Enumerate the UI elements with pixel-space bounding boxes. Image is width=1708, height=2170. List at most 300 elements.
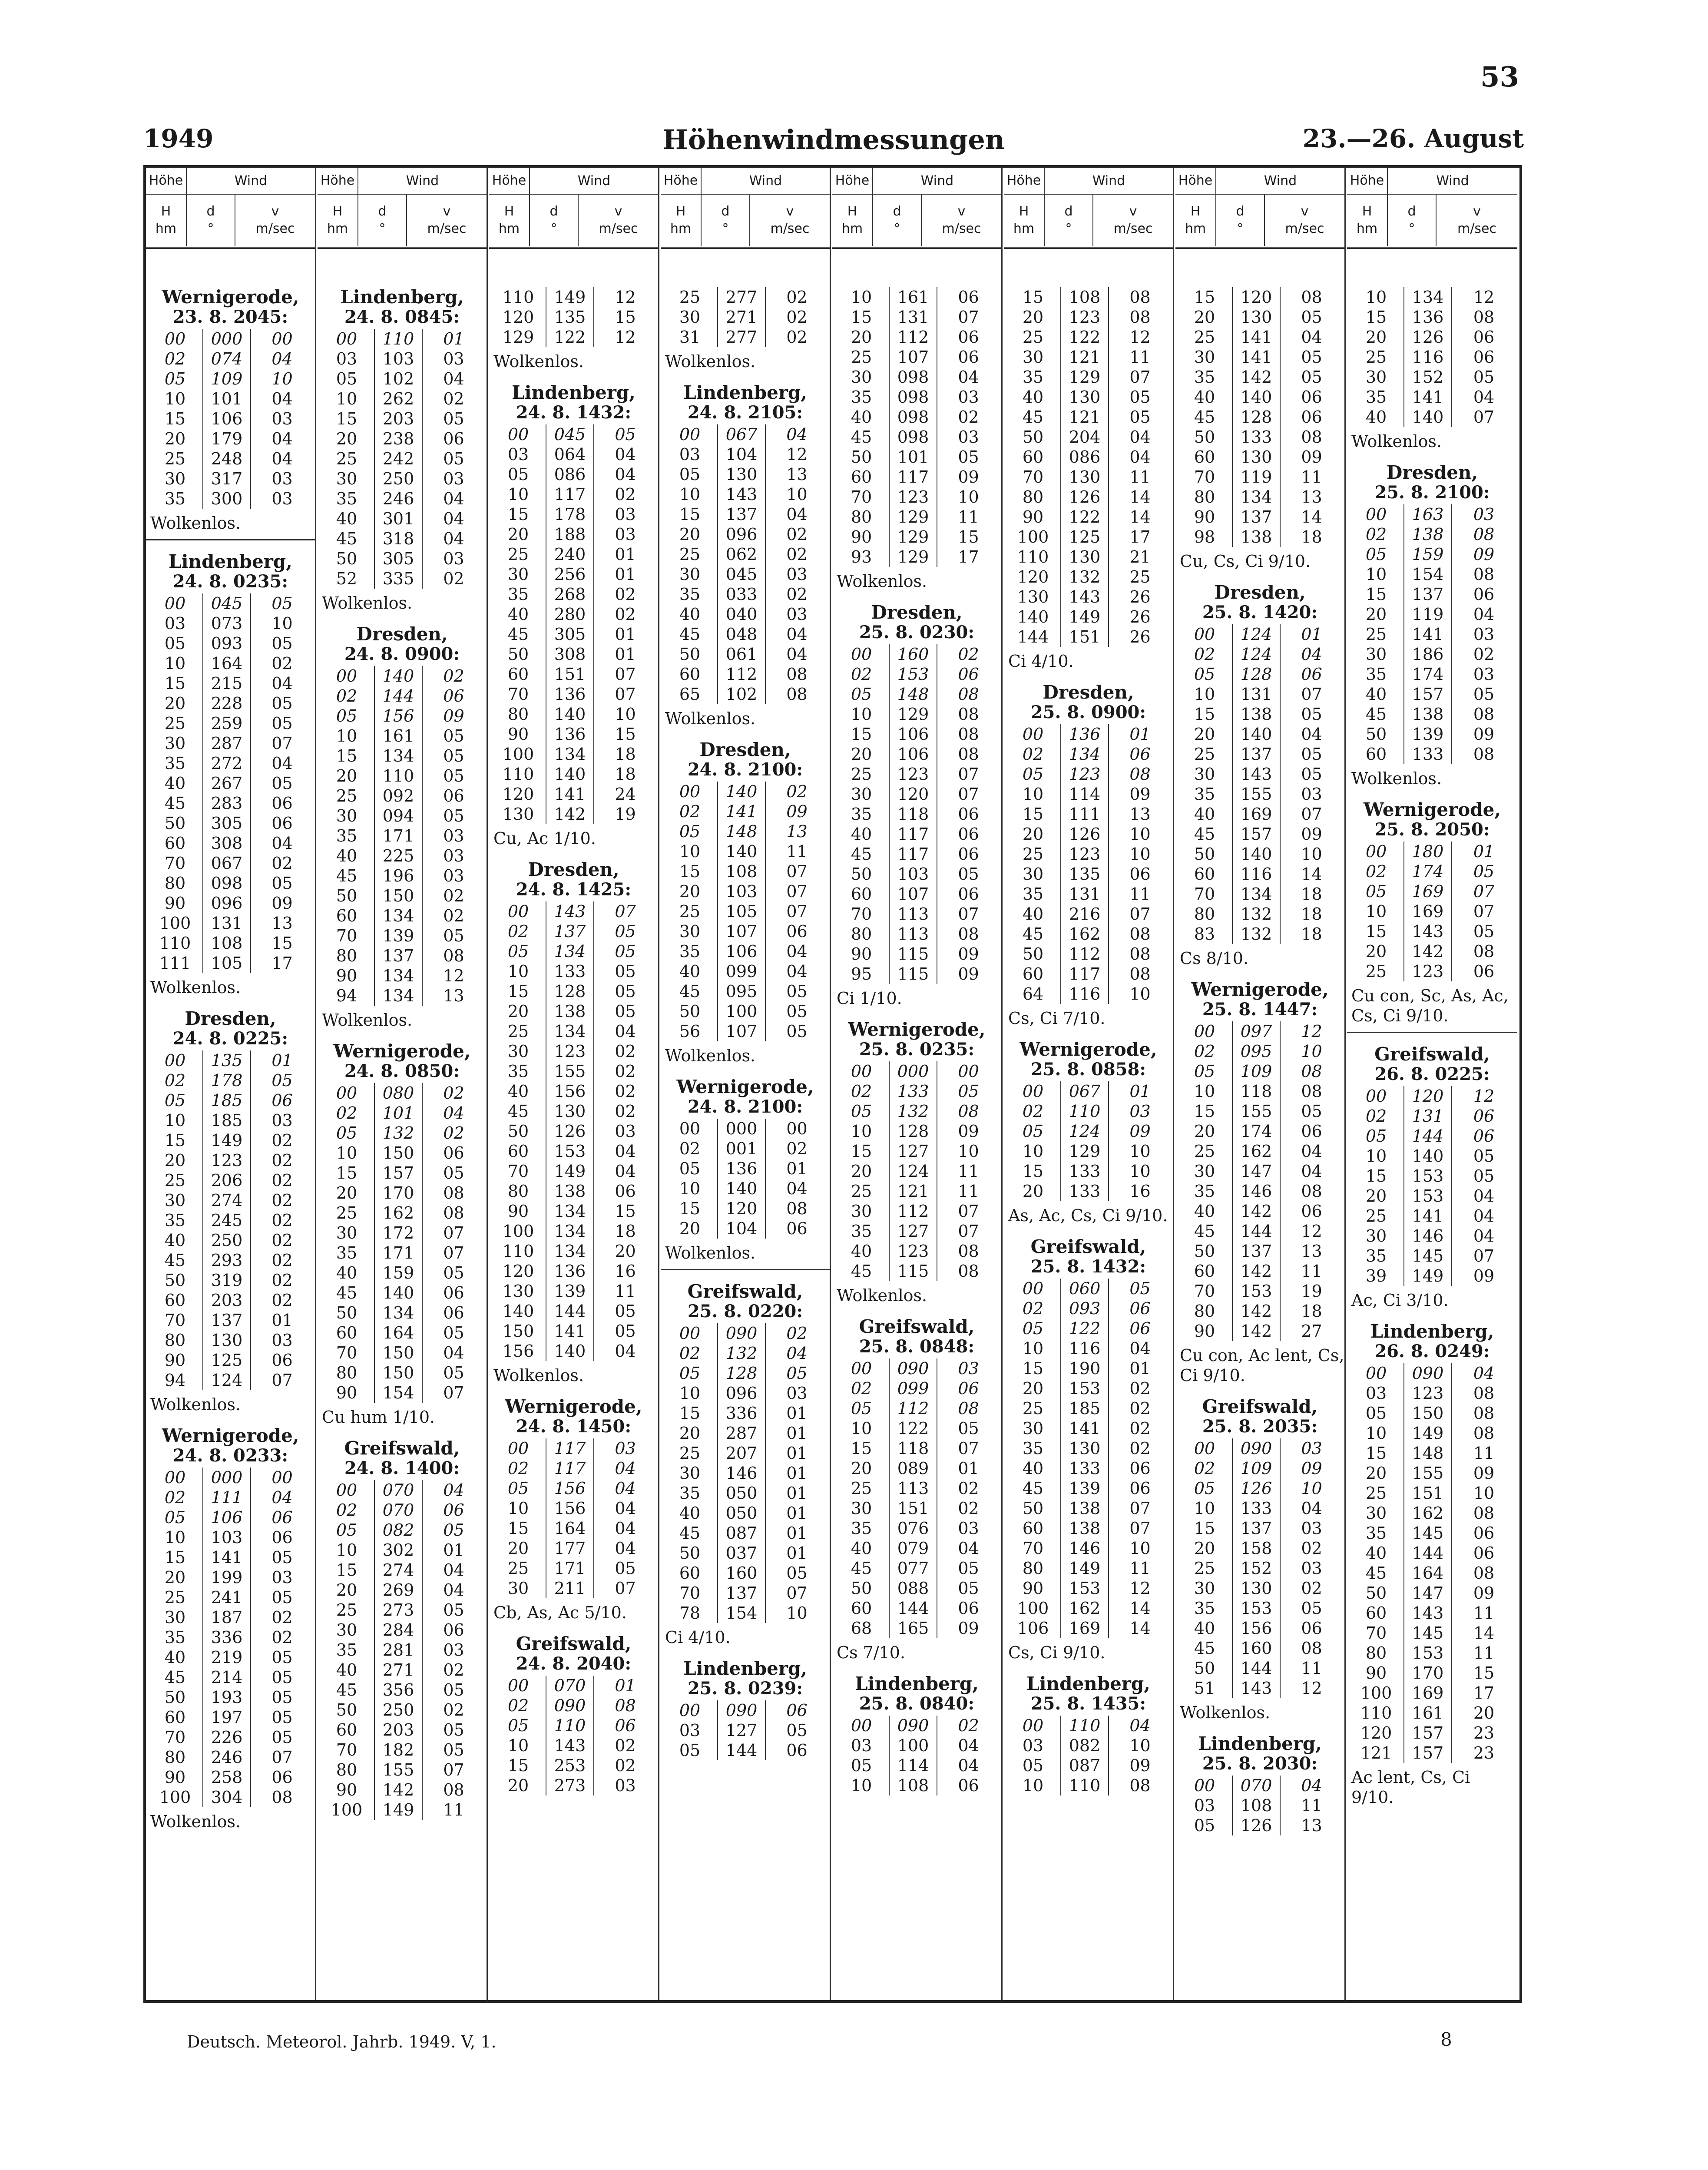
- speed-cell: 09: [786, 802, 808, 821]
- speed-cell: 08: [1129, 765, 1151, 784]
- speed-cell: 06: [958, 825, 979, 844]
- direction-cell: 150: [374, 1343, 423, 1363]
- height-cell: 15: [507, 1519, 529, 1538]
- height-cell: 10: [1022, 1339, 1044, 1358]
- speed-cell: 03: [1473, 665, 1495, 684]
- speed-cell: 04: [443, 1580, 464, 1600]
- height-cell: 45: [164, 1668, 186, 1687]
- page-title: Höhenwindmessungen: [662, 124, 1005, 156]
- height-cell: 90: [1022, 507, 1044, 527]
- speed-cell: 05: [271, 1548, 293, 1567]
- speed-cell: 06: [443, 786, 464, 805]
- height-cell: 70: [507, 1162, 529, 1181]
- table-row: [1349, 664, 1516, 684]
- direction-cell: 228: [202, 693, 251, 713]
- height-cell: 94: [336, 986, 357, 1005]
- speed-cell: 06: [1473, 1126, 1495, 1146]
- direction-cell: 087: [1060, 1756, 1109, 1776]
- direction-cell: 100: [889, 1736, 937, 1756]
- speed-cell: 23: [1473, 1723, 1495, 1743]
- header-ms: m/sec: [1285, 221, 1324, 236]
- table-row: [148, 1250, 313, 1270]
- direction-cell: 118: [1232, 1081, 1281, 1101]
- speed-cell: 04: [271, 834, 293, 853]
- speed-cell: 08: [443, 1203, 464, 1222]
- height-cell: 03: [1365, 1384, 1387, 1403]
- station-block: [832, 1020, 1001, 1305]
- height-cell: 02: [1022, 1299, 1044, 1318]
- height-cell: 02: [336, 1501, 357, 1520]
- height-cell: 80: [336, 1363, 357, 1382]
- direction-cell: 182: [374, 1740, 423, 1760]
- cloud-note: Wolkenlos.: [322, 593, 413, 613]
- speed-cell: 07: [958, 1202, 979, 1221]
- speed-cell: 05: [1473, 1146, 1495, 1166]
- table-row: [1006, 1438, 1171, 1458]
- table-row: [319, 409, 485, 429]
- height-cell: 15: [851, 1439, 872, 1458]
- height-cell: 10: [851, 1122, 872, 1141]
- height-cell: 70: [679, 1584, 701, 1603]
- height-cell: 15: [679, 1404, 701, 1423]
- height-cell: 05: [164, 1508, 186, 1527]
- station-datetime: 25. 8. 1447:: [1202, 999, 1318, 1020]
- direction-cell: 141: [1403, 1206, 1452, 1226]
- table-row: [148, 633, 313, 653]
- speed-cell: 04: [443, 1103, 464, 1123]
- speed-cell: 04: [1129, 447, 1151, 467]
- height-cell: 30: [1194, 1162, 1215, 1181]
- table-row: [491, 764, 656, 784]
- height-cell: 45: [1365, 1564, 1387, 1583]
- table-row: [491, 564, 656, 584]
- speed-cell: 01: [786, 1159, 808, 1178]
- height-cell: 10: [679, 1179, 701, 1198]
- speed-cell: 05: [443, 1363, 464, 1382]
- station-name: Greifswald,: [516, 1633, 632, 1654]
- height-cell: 50: [507, 1122, 529, 1141]
- direction-cell: 098: [889, 427, 937, 447]
- table-row: [662, 861, 828, 881]
- header-hm: hm: [841, 221, 863, 236]
- height-cell: 00: [1022, 725, 1044, 744]
- header-deg: °: [1237, 221, 1244, 236]
- height-cell: 15: [851, 1142, 872, 1161]
- direction-cell: 196: [374, 866, 423, 886]
- height-cell: 40: [851, 1539, 872, 1558]
- height-cell: 68: [851, 1619, 872, 1638]
- height-cell: 15: [1365, 1166, 1387, 1186]
- direction-cell: 137: [1232, 744, 1281, 764]
- table-row: [1177, 1518, 1343, 1538]
- direction-cell: 134: [1232, 487, 1281, 507]
- direction-cell: 132: [1232, 904, 1281, 924]
- height-cell: 45: [336, 866, 357, 885]
- height-cell: 50: [851, 865, 872, 884]
- table-row: [319, 1303, 485, 1323]
- table-row: [491, 1321, 656, 1341]
- table-row: [1177, 624, 1343, 644]
- table-row: [1006, 367, 1171, 387]
- direction-cell: 121: [889, 1181, 937, 1201]
- table-row: [319, 1720, 485, 1740]
- speed-cell: 04: [786, 962, 808, 981]
- table-row: [834, 467, 1000, 487]
- height-cell: 10: [336, 1143, 357, 1163]
- direction-cell: 134: [374, 1303, 423, 1323]
- speed-cell: 05: [1473, 368, 1495, 387]
- direction-cell: 132: [717, 1343, 766, 1363]
- cloud-note: Wolkenlos.: [150, 978, 241, 997]
- station-datetime: 25. 8. 0858:: [1030, 1059, 1146, 1080]
- speed-cell: 03: [615, 1122, 636, 1141]
- height-cell: 00: [1365, 505, 1387, 524]
- table-row: [148, 1507, 313, 1527]
- table-row: [1006, 1378, 1171, 1398]
- speed-cell: 14: [1301, 507, 1322, 527]
- height-cell: 15: [1365, 585, 1387, 604]
- height-cell: 25: [851, 348, 872, 367]
- table-row: [834, 1121, 1000, 1141]
- height-cell: 80: [1194, 487, 1215, 507]
- direction-cell: 045: [546, 424, 594, 444]
- speed-cell: 05: [1473, 862, 1495, 881]
- height-cell: 106: [1017, 1619, 1049, 1638]
- table-row: [319, 1620, 485, 1640]
- direction-cell: 105: [202, 953, 251, 973]
- direction-cell: 090: [717, 1323, 766, 1343]
- direction-cell: 165: [889, 1618, 937, 1638]
- table-row: [1177, 1598, 1343, 1618]
- station-datetime: 24. 8. 0850:: [344, 1061, 460, 1081]
- table-row: [148, 653, 313, 673]
- height-cell: 25: [679, 902, 701, 921]
- speed-cell: 08: [1301, 288, 1322, 307]
- height-cell: 20: [1365, 1186, 1387, 1206]
- speed-cell: 15: [1473, 1663, 1495, 1683]
- height-cell: 40: [1022, 388, 1044, 407]
- speed-cell: 01: [1129, 725, 1151, 744]
- speed-cell: 02: [271, 1251, 293, 1270]
- height-cell: 35: [1365, 388, 1387, 407]
- speed-cell: 06: [271, 814, 293, 833]
- direction-cell: 098: [889, 387, 937, 407]
- speed-cell: 02: [786, 1324, 808, 1343]
- table-row: [491, 921, 656, 941]
- direction-cell: 124: [1060, 1121, 1109, 1141]
- speed-cell: 05: [443, 1521, 464, 1540]
- speed-cell: 02: [1301, 1579, 1322, 1598]
- direction-cell: 274: [374, 1560, 423, 1580]
- direction-cell: 133: [1060, 1458, 1109, 1478]
- header-wind: Wind: [920, 173, 954, 189]
- table-row: [1177, 1201, 1343, 1221]
- height-cell: 90: [164, 1351, 186, 1370]
- direction-cell: 106: [889, 744, 937, 764]
- speed-cell: 04: [615, 1539, 636, 1558]
- station-name: Greifswald,: [1030, 1236, 1146, 1257]
- height-cell: 20: [1194, 1539, 1215, 1558]
- speed-cell: 07: [786, 1584, 808, 1603]
- table-row: [1177, 1061, 1343, 1081]
- direction-cell: 117: [889, 467, 937, 487]
- height-cell: 35: [1365, 1524, 1387, 1543]
- direction-cell: 156: [546, 1081, 594, 1101]
- speed-cell: 05: [958, 1082, 979, 1101]
- height-cell: 20: [1022, 1182, 1044, 1201]
- direction-cell: 250: [374, 1700, 423, 1720]
- speed-cell: 08: [1473, 942, 1495, 961]
- table-row: [1349, 544, 1516, 564]
- table-row: [491, 1578, 656, 1598]
- table-row: [1177, 1141, 1343, 1161]
- height-cell: 80: [164, 1331, 186, 1350]
- direction-cell: 241: [202, 1587, 251, 1607]
- direction-cell: 271: [374, 1660, 423, 1680]
- speed-cell: 11: [1301, 1659, 1322, 1678]
- height-cell: 15: [1194, 288, 1215, 307]
- speed-cell: 02: [615, 1736, 636, 1755]
- direction-cell: 142: [1232, 1321, 1281, 1341]
- direction-cell: 246: [374, 489, 423, 509]
- direction-cell: 115: [889, 1261, 937, 1281]
- speed-cell: 03: [786, 605, 808, 624]
- table-row: [1177, 644, 1343, 664]
- table-row: [1349, 1703, 1516, 1723]
- direction-cell: 162: [1232, 1141, 1281, 1161]
- direction-cell: 138: [1232, 527, 1281, 547]
- table-row: [1177, 1638, 1343, 1658]
- direction-cell: 281: [374, 1640, 423, 1660]
- height-cell: 20: [164, 1568, 186, 1587]
- height-cell: 25: [1194, 328, 1215, 347]
- height-cell: 80: [851, 507, 872, 527]
- station-name: Greifswald,: [1374, 1044, 1490, 1065]
- speed-cell: 11: [1473, 1603, 1495, 1623]
- direction-cell: 170: [1403, 1663, 1452, 1683]
- speed-cell: 26: [1129, 607, 1151, 626]
- table-row: [662, 1343, 828, 1363]
- table-row: [1006, 864, 1171, 884]
- cloud-note: Wolkenlos.: [322, 1010, 413, 1030]
- table-row: [319, 369, 485, 389]
- direction-cell: 129: [889, 507, 937, 527]
- station-datetime: 25. 8. 2030:: [1202, 1753, 1318, 1774]
- table-row: [1006, 1081, 1171, 1101]
- station-datetime: 24. 8. 0233:: [172, 1445, 288, 1466]
- speed-cell: 02: [271, 1211, 293, 1230]
- speed-cell: 05: [443, 449, 464, 468]
- direction-cell: 110: [374, 766, 423, 786]
- speed-cell: 05: [615, 942, 636, 961]
- direction-cell: 155: [1232, 1101, 1281, 1121]
- height-cell: 50: [1022, 427, 1044, 447]
- speed-cell: 09: [958, 1619, 979, 1638]
- speed-cell: 08: [958, 1399, 979, 1418]
- height-cell: 00: [164, 329, 186, 348]
- speed-cell: 09: [1129, 1122, 1151, 1141]
- table-row: [491, 744, 656, 764]
- station-block: [661, 287, 830, 371]
- direction-cell: 160: [1232, 1638, 1281, 1658]
- height-cell: 02: [851, 1379, 872, 1398]
- direction-cell: 140: [1232, 724, 1281, 744]
- speed-cell: 05: [271, 594, 293, 613]
- direction-cell: 130: [1060, 387, 1109, 407]
- speed-cell: 09: [1473, 545, 1495, 564]
- table-row: [1349, 1723, 1516, 1743]
- height-cell: 05: [851, 685, 872, 704]
- speed-cell: 03: [1301, 1559, 1322, 1578]
- speed-cell: 05: [615, 1559, 636, 1578]
- direction-cell: 106: [717, 941, 766, 961]
- direction-cell: 140: [717, 841, 766, 861]
- height-cell: 20: [851, 1459, 872, 1478]
- height-cell: 25: [336, 1600, 357, 1620]
- speed-cell: 26: [1129, 627, 1151, 646]
- direction-cell: 143: [546, 1736, 594, 1756]
- height-cell: 45: [679, 1524, 701, 1543]
- direction-cell: 131: [889, 307, 937, 327]
- speed-cell: 06: [958, 665, 979, 684]
- height-cell: 02: [679, 1344, 701, 1363]
- table-row: [491, 1281, 656, 1301]
- height-cell: 30: [336, 1223, 357, 1242]
- height-cell: 90: [507, 725, 529, 744]
- speed-cell: 24: [615, 785, 636, 804]
- direction-cell: 318: [374, 529, 423, 549]
- table-row: [1006, 744, 1171, 764]
- table-row: [662, 782, 828, 802]
- height-cell: 129: [502, 328, 534, 347]
- height-cell: 15: [851, 308, 872, 327]
- height-cell: 20: [1365, 605, 1387, 624]
- height-cell: 95: [851, 964, 872, 984]
- table-row: [148, 1567, 313, 1587]
- height-cell: 25: [679, 1444, 701, 1463]
- speed-cell: 04: [271, 349, 293, 368]
- table-row: [1349, 347, 1516, 367]
- speed-cell: 23: [1473, 1743, 1495, 1763]
- table-row: [491, 604, 656, 624]
- height-cell: 00: [851, 645, 872, 664]
- table-row: [834, 904, 1000, 924]
- direction-cell: 101: [202, 389, 251, 409]
- table-row: [834, 1201, 1000, 1221]
- direction-cell: 171: [374, 826, 423, 846]
- speed-cell: 05: [1473, 1166, 1495, 1186]
- table-row: [491, 1438, 656, 1458]
- height-cell: 90: [336, 1383, 357, 1402]
- table-row: [662, 1323, 828, 1343]
- direction-cell: 185: [1060, 1398, 1109, 1418]
- speed-cell: 03: [615, 525, 636, 544]
- speed-cell: 08: [958, 1242, 979, 1261]
- table-row: [491, 1756, 656, 1776]
- direction-cell: 117: [889, 844, 937, 864]
- table-row: [834, 804, 1000, 824]
- cloud-note: Wolkenlos.: [493, 352, 584, 371]
- speed-cell: 00: [271, 1468, 293, 1487]
- table-row: [834, 644, 1000, 664]
- direction-cell: 169: [1403, 881, 1452, 901]
- station-datetime: 25. 8. 0230:: [859, 622, 975, 643]
- table-row: [662, 1119, 828, 1139]
- table-row: [319, 329, 485, 349]
- station-datetime: 24. 8. 2040:: [516, 1653, 632, 1674]
- direction-cell: 162: [1060, 924, 1109, 944]
- speed-cell: 05: [786, 1022, 808, 1041]
- direction-cell: 151: [889, 1498, 937, 1518]
- speed-cell: 08: [786, 685, 808, 704]
- speed-cell: 15: [271, 934, 293, 953]
- speed-cell: 02: [786, 585, 808, 604]
- direction-cell: 145: [1403, 1623, 1452, 1643]
- height-cell: 25: [1194, 1559, 1215, 1578]
- speed-cell: 04: [786, 425, 808, 444]
- height-cell: 00: [851, 1716, 872, 1735]
- speed-cell: 10: [1129, 1539, 1151, 1558]
- table-row: [319, 906, 485, 926]
- height-cell: 40: [336, 1660, 357, 1680]
- speed-cell: 08: [958, 1102, 979, 1121]
- speed-cell: 02: [786, 782, 808, 801]
- speed-cell: 09: [958, 964, 979, 984]
- height-cell: 15: [336, 409, 357, 428]
- speed-cell: 02: [786, 328, 808, 347]
- station-name: Lindenberg,: [855, 1673, 979, 1694]
- table-row: [491, 1458, 656, 1478]
- speed-cell: 08: [1301, 1182, 1322, 1201]
- speed-cell: 06: [1473, 348, 1495, 367]
- direction-cell: 110: [1060, 1101, 1109, 1121]
- speed-cell: 03: [271, 1331, 293, 1350]
- table-row: [662, 1443, 828, 1463]
- speed-cell: 05: [1301, 348, 1322, 367]
- speed-cell: 09: [1473, 1584, 1495, 1603]
- direction-cell: 273: [374, 1600, 423, 1620]
- direction-cell: 123: [1060, 764, 1109, 784]
- table-row: [1006, 1398, 1171, 1418]
- speed-cell: 07: [271, 734, 293, 753]
- table-row: [1177, 1121, 1343, 1141]
- footer-sheet-number: 8: [1440, 2029, 1452, 2050]
- table-row: [1349, 1623, 1516, 1643]
- table-row: [1349, 1603, 1516, 1623]
- speed-cell: 05: [271, 714, 293, 733]
- station-name: Dresden,: [1214, 582, 1306, 603]
- speed-cell: 14: [1129, 507, 1151, 527]
- direction-cell: 304: [202, 1787, 251, 1807]
- speed-cell: 02: [615, 585, 636, 604]
- header-hoehe: Höhe: [146, 168, 187, 194]
- height-cell: 03: [336, 349, 357, 368]
- speed-cell: 07: [786, 882, 808, 901]
- speed-cell: 05: [615, 962, 636, 981]
- table-row: [834, 1241, 1000, 1261]
- station-block: [1175, 1397, 1344, 1723]
- speed-cell: 06: [443, 1620, 464, 1640]
- header-deg: °: [379, 221, 386, 236]
- table-row: [1349, 1523, 1516, 1543]
- cloud-note: Cs 7/10.: [837, 1643, 906, 1662]
- speed-cell: 02: [615, 1102, 636, 1121]
- speed-cell: 05: [271, 634, 293, 653]
- direction-cell: 153: [546, 1141, 594, 1161]
- cloud-note: Wolkenlos.: [1180, 1703, 1271, 1722]
- direction-cell: 146: [1232, 1181, 1281, 1201]
- station-block: [489, 860, 658, 1385]
